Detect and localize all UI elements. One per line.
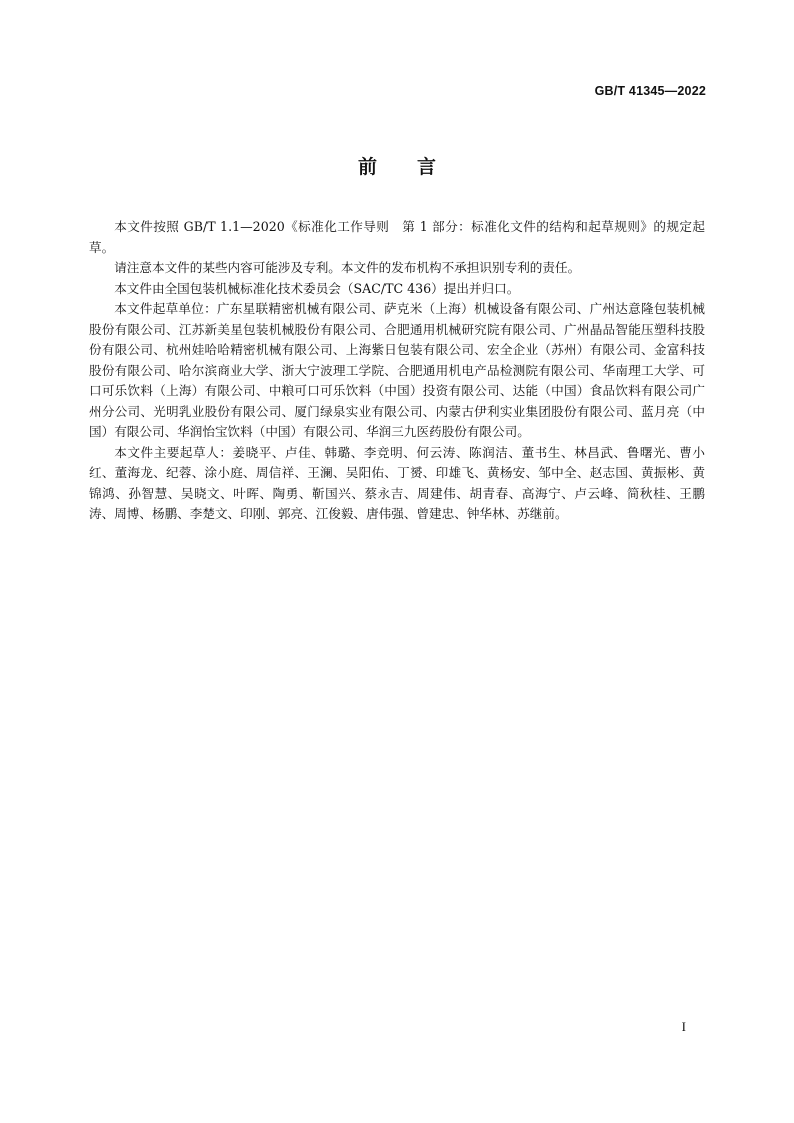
page-title: 前言 [357,156,476,178]
paragraph-committee: 本文件由全国包装机械标准化技术委员会（SAC/TC 436）提出并归口。 [114,280,520,296]
standard-number: GB/T 41345—2022 [594,84,706,98]
paragraph-drafting-rules: 本文件按照 GB/T 1.1—2020《标准化工作导则 第 1 部分：标准化文件的结构和起草规则》的规定起草。 [89,219,705,255]
foreword-body [89,217,705,525]
page-number: I [681,1019,686,1034]
paragraph-patent-notice: 请注意本文件的某些内容可能涉及专利。本文件的发布机构不承担识别专利的责任。 [114,260,581,275]
paragraph-drafters: 本文件主要起草人：姜晓平、卢佳、韩璐、李竞明、何云涛、陈润洁、董书生、林昌武、鲁曙光、曹小红、董海龙、纪蓉、涂小庭、周信祥、王澜、吴阳佑、丁赟、印雄飞、黄杨安、邹中全、赵志国、黄振彬、黄锦鸿、孙智慧、吴晓文、叶晖、陶勇、靳国兴、蔡永吉、周建伟、胡青春、高海宁、卢云峰、简秋桂、王鹏涛、周博、杨鹏、李楚文、印刚、郭亮、江俊毅、唐伟强、曾建忠、钟华林、苏继前。 [89,444,705,521]
paragraph-drafting-units: 本文件起草单位：广东星联精密机械有限公司、萨克米（上海）机械设备有限公司、广州达意隆包装机械股份有限公司、江苏新美星包装机械股份有限公司、合肥通用机械研究院有限公司、广州晶品智能压塑科技股份有限公司、杭州娃哈哈精密机械有限公司、上海紫日包装有限公司、宏全企业（苏州）有限公司、金富科技股份有限公司、哈尔滨商业大学、浙大宁波理工学院、合肥通用机电产品检测院有限公司、华南理工大学、可口可乐饮料（上海）有限公司、中粮可口可乐饮料（中国）投资有限公司、达能（中国）食品饮料有限公司广州分公司、光明乳业股份有限公司、厦门绿泉实业有限公司、内蒙古伊利实业集团股份有限公司、蓝月亮（中国）有限公司、华润怡宝饮料（中国）有限公司、华润三九医药股份有限公司。 [89,301,705,439]
